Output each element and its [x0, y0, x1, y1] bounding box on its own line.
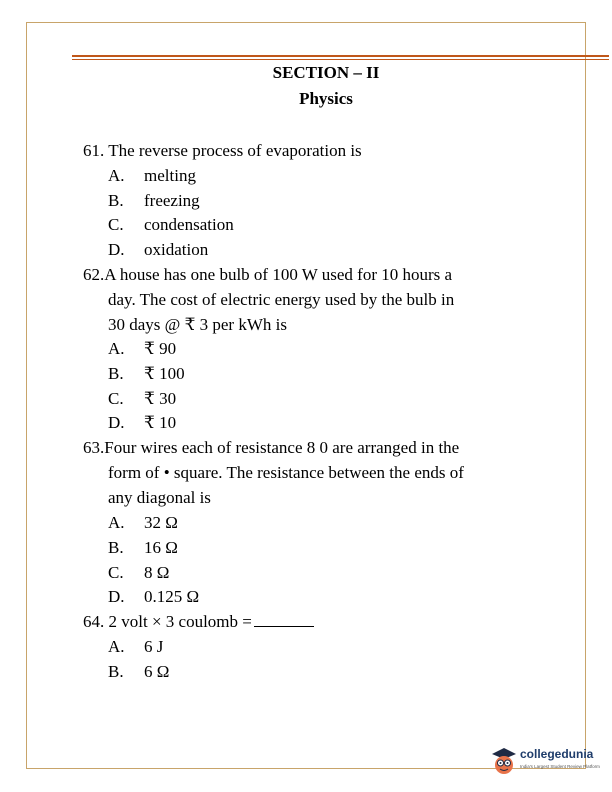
question-61-text: 61. The reverse process of evaporation is [83, 141, 362, 160]
collegedunia-logo [490, 744, 608, 780]
answer-blank [254, 612, 314, 627]
option-letter: D. [108, 413, 125, 432]
subject-title: Physics [299, 89, 353, 108]
question-63-option-d [108, 587, 199, 607]
footer-rule [26, 768, 486, 769]
option-letter: B. [108, 538, 124, 557]
question-62-option-d [108, 413, 176, 433]
question-61-option-b [108, 191, 200, 211]
question-63-option-c [108, 563, 169, 583]
header-rule [72, 55, 609, 57]
question-62-text-line2: day. The cost of electric energy used by the bulb in [108, 290, 455, 309]
option-text: 16 Ω [144, 538, 178, 557]
brand-tagline: India's Largest Student Review Platform [520, 764, 600, 769]
option-text: ₹ 90 [144, 339, 177, 358]
option-text: 8 Ω [144, 563, 170, 582]
option-letter: D. [108, 587, 125, 606]
question-61-option-a [108, 166, 196, 186]
option-letter: A. [108, 166, 125, 185]
option-letter: C. [108, 563, 124, 582]
question-62-option-b [108, 364, 185, 384]
question-62-text-line3: 30 days @ ₹ 3 per kWh is [108, 315, 287, 334]
question-63-option-a [108, 513, 178, 533]
option-text: 32 Ω [144, 513, 178, 532]
section-title: SECTION – II [272, 63, 380, 82]
option-letter: B. [108, 364, 124, 383]
question-63-text-line2: form of • square. The resistance between the ends of [108, 463, 464, 482]
question-64-option-a [108, 637, 163, 657]
option-letter: D. [108, 240, 125, 259]
option-text: 6 Ω [144, 662, 170, 681]
question-63-text-line3: any diagonal is [108, 488, 211, 507]
header-rule-thin [72, 59, 609, 60]
question-62-text: 62.A house has one bulb of 100 W used for 10 hours a [83, 265, 453, 284]
question-64-stem: 64. 2 volt × 3 coulomb = [83, 612, 252, 631]
mascot-icon [490, 746, 518, 776]
option-text: 6 J [144, 637, 164, 656]
question-62-option-a [108, 339, 176, 359]
option-letter: A. [108, 339, 125, 358]
question-64-text [83, 612, 314, 632]
option-text: ₹ 30 [144, 389, 177, 408]
question-61-option-c [108, 215, 234, 235]
option-text: ₹ 10 [144, 413, 177, 432]
option-letter: C. [108, 215, 124, 234]
option-text: oxidation [144, 240, 209, 259]
option-letter: C. [108, 389, 124, 408]
option-text: melting [144, 166, 196, 185]
option-letter: B. [108, 662, 124, 681]
question-64-option-b [108, 662, 169, 682]
question-61-option-d [108, 240, 208, 260]
option-text: condensation [144, 215, 234, 234]
brand-name: collegedunia [520, 747, 594, 761]
question-63-text: 63.Four wires each of resistance 8 0 are arranged in the [83, 438, 460, 457]
option-text: ₹ 100 [144, 364, 185, 383]
option-text: 0.125 Ω [144, 587, 200, 606]
question-63-option-b [108, 538, 178, 558]
option-text: freezing [144, 191, 200, 210]
option-letter: A. [108, 637, 125, 656]
question-62-option-c [108, 389, 176, 409]
option-letter: A. [108, 513, 125, 532]
option-letter: B. [108, 191, 124, 210]
